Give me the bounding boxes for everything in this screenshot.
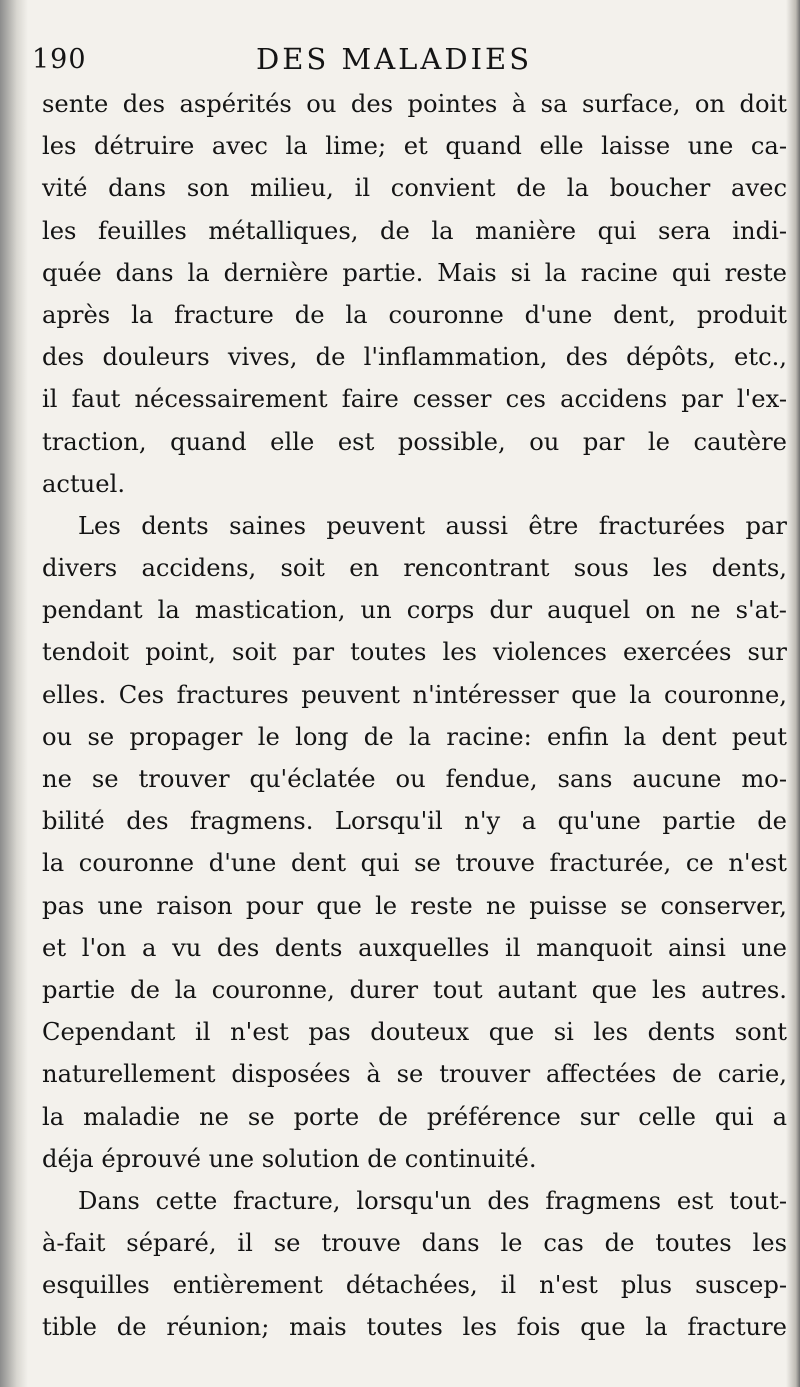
paragraph-2 (42, 505, 787, 1180)
page-header (32, 42, 762, 82)
text-line: pendant la mastication, un corps dur auquel on ne s'at- (42, 596, 787, 625)
text-line: Dans cette fracture, lorsqu'un des fragmens est tout- (78, 1186, 787, 1215)
text-line: à-fait séparé, il se trouve dans le cas de toutes les (42, 1229, 787, 1258)
running-head: DES MALADIES (256, 42, 533, 76)
paragraph-3 (42, 1180, 787, 1349)
text-line: bilité des fragmens. Lorsqu'il n'y a qu'une partie de (42, 807, 787, 836)
text-line: Les dents saines peuvent aussi être fracturées par (78, 511, 787, 540)
text-line: tible de réunion; mais toutes les fois que la fracture (42, 1313, 787, 1342)
text-line: la maladie ne se porte de préférence sur celle qui a (42, 1102, 787, 1131)
text-line: actuel. (42, 469, 126, 498)
text-line: et l'on a vu des dents auxquelles il manquoit ainsi une (42, 933, 787, 962)
text-line: des douleurs vives, de l'inflammation, des dépôts, etc., (42, 343, 787, 372)
page-edge-shadow (786, 0, 800, 1387)
page-number: 190 (32, 44, 87, 75)
text-line: les feuilles métalliques, de la manière qui sera indi- (42, 216, 787, 245)
text-line: ne se trouver qu'éclatée ou fendue, sans aucune mo- (42, 765, 787, 793)
text-line: traction, quand elle est possible, ou par le cautère (42, 427, 787, 456)
text-line: tendoit point, soit par toutes les violences exercées sur (42, 638, 787, 667)
text-line: les détruire avec la lime; et quand elle laisse une ca- (42, 132, 787, 161)
text-line: elles. Ces fractures peuvent n'intéresser que la couronne, (42, 680, 787, 709)
text-line: sente des aspérités ou des pointes à sa surface, on doit (42, 90, 787, 118)
text-line: après la fracture de la couronne d'une dent, produit (42, 300, 787, 329)
text-line: Cependant il n'est pas douteux que si les dents sont (42, 1018, 787, 1047)
text-line: vité dans son milieu, il convient de la boucher avec (42, 174, 787, 203)
text-line: ou se propager le long de la racine: enfin la dent peut (42, 722, 787, 751)
text-line: naturellement disposées à se trouver affectées de carie, (42, 1060, 787, 1089)
body-text (42, 83, 787, 1349)
text-line: il faut nécessairement faire cesser ces accidens par l'ex- (42, 385, 787, 414)
text-line: partie de la couronne, durer tout autant que les autres. (42, 975, 787, 1004)
paragraph-1 (42, 83, 787, 505)
text-line: déja éprouvé une solution de continuité. (42, 1144, 537, 1173)
text-line: quée dans la dernière partie. Mais si la racine qui reste (42, 258, 787, 287)
text-line: la couronne d'une dent qui se trouve fracturée, ce n'est (42, 849, 787, 878)
text-line: pas une raison pour que le reste ne puisse se conserver, (42, 891, 787, 920)
page-gutter-shadow (0, 0, 28, 1387)
text-line: esquilles entièrement détachées, il n'est plus suscep- (42, 1271, 787, 1300)
text-line: divers accidens, soit en rencontrant sous les dents, (42, 554, 787, 583)
